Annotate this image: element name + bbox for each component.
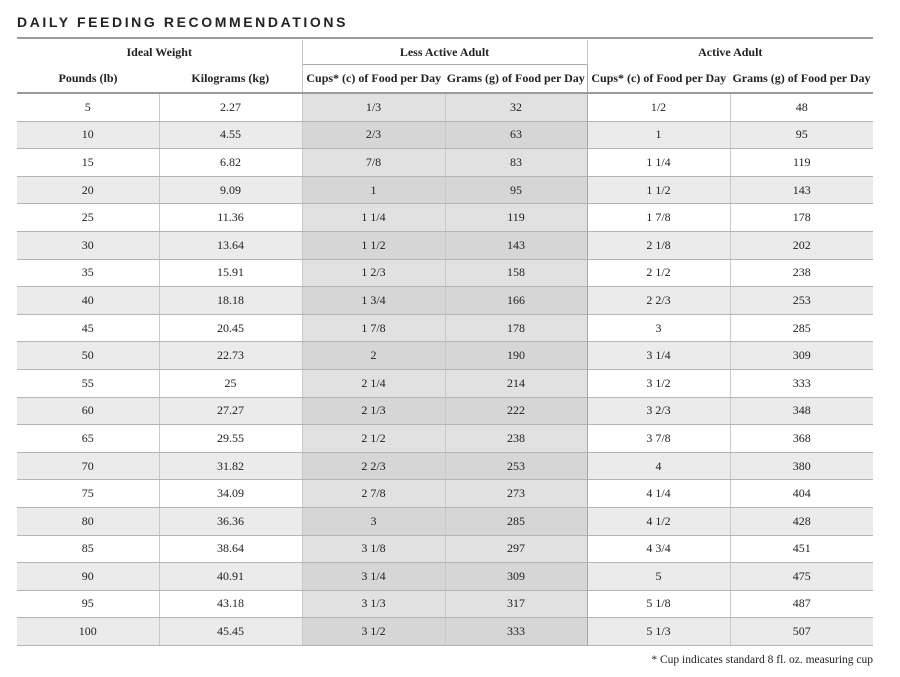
kilograms-cell: 27.27 [159,397,302,425]
active-grams-cell: 428 [730,507,873,535]
pounds-cell: 60 [17,397,159,425]
pounds-cell: 65 [17,425,159,453]
group-header-less-active: Less Active Adult [302,40,587,65]
pounds-cell: 55 [17,369,159,397]
less-active-cups-cell: 2 1/4 [302,369,445,397]
table-row [17,314,873,342]
column-header-pounds: Pounds (lb) [17,65,159,94]
less-active-grams-cell: 333 [445,618,587,646]
kilograms-cell: 6.82 [159,149,302,177]
active-grams-cell: 368 [730,425,873,453]
table-row [17,590,873,618]
less-active-cups-cell: 3 1/3 [302,590,445,618]
kilograms-cell: 20.45 [159,314,302,342]
table-row [17,618,873,646]
active-cups-cell: 5 1/8 [587,590,730,618]
active-grams-cell: 238 [730,259,873,287]
active-grams-cell: 178 [730,204,873,232]
title-divider [17,37,873,39]
less-active-cups-cell: 3 [302,507,445,535]
active-grams-cell: 253 [730,287,873,315]
kilograms-cell: 9.09 [159,176,302,204]
less-active-grams-cell: 285 [445,507,587,535]
less-active-grams-cell: 178 [445,314,587,342]
active-grams-cell: 333 [730,369,873,397]
less-active-cups-cell: 2 1/2 [302,425,445,453]
active-cups-cell: 1 1/4 [587,149,730,177]
active-cups-cell: 4 3/4 [587,535,730,563]
group-header-row [17,40,873,65]
pounds-cell: 85 [17,535,159,563]
kilograms-cell: 29.55 [159,425,302,453]
table-row [17,93,873,121]
less-active-cups-cell: 1 [302,176,445,204]
active-grams-cell: 48 [730,93,873,121]
less-active-cups-cell: 1 7/8 [302,314,445,342]
kilograms-cell: 45.45 [159,618,302,646]
active-cups-cell: 5 1/3 [587,618,730,646]
less-active-grams-cell: 119 [445,204,587,232]
table-row [17,231,873,259]
less-active-cups-cell: 3 1/4 [302,563,445,591]
active-grams-cell: 95 [730,121,873,149]
active-cups-cell: 2 1/2 [587,259,730,287]
pounds-cell: 100 [17,618,159,646]
pounds-cell: 30 [17,231,159,259]
table-row [17,535,873,563]
pounds-cell: 90 [17,563,159,591]
kilograms-cell: 18.18 [159,287,302,315]
less-active-grams-cell: 273 [445,480,587,508]
less-active-grams-cell: 222 [445,397,587,425]
table-row [17,425,873,453]
active-cups-cell: 4 1/2 [587,507,730,535]
less-active-cups-cell: 7/8 [302,149,445,177]
table-row [17,563,873,591]
less-active-cups-cell: 2/3 [302,121,445,149]
active-grams-cell: 309 [730,342,873,370]
less-active-cups-cell: 1 2/3 [302,259,445,287]
less-active-cups-cell: 2 7/8 [302,480,445,508]
table-row [17,507,873,535]
table-row [17,480,873,508]
less-active-grams-cell: 166 [445,287,587,315]
less-active-cups-cell: 2 [302,342,445,370]
active-grams-cell: 202 [730,231,873,259]
footnote: * Cup indicates standard 8 fl. oz. measuring cup [651,654,873,666]
less-active-grams-cell: 297 [445,535,587,563]
active-cups-cell: 3 1/2 [587,369,730,397]
kilograms-cell: 11.36 [159,204,302,232]
kilograms-cell: 31.82 [159,452,302,480]
active-grams-cell: 143 [730,176,873,204]
pounds-cell: 80 [17,507,159,535]
kilograms-cell: 13.64 [159,231,302,259]
table-row [17,369,873,397]
column-header-row [17,65,873,94]
pounds-cell: 95 [17,590,159,618]
kilograms-cell: 4.55 [159,121,302,149]
less-active-grams-cell: 32 [445,93,587,121]
table-row [17,121,873,149]
pounds-cell: 20 [17,176,159,204]
less-active-cups-cell: 2 2/3 [302,452,445,480]
column-header-kilograms: Kilograms (kg) [159,65,302,94]
less-active-grams-cell: 190 [445,342,587,370]
less-active-cups-cell: 1 3/4 [302,287,445,315]
active-cups-cell: 1 [587,121,730,149]
active-grams-cell: 119 [730,149,873,177]
column-header-less-active-cups: Cups* (c) of Food per Day [302,65,445,94]
active-cups-cell: 5 [587,563,730,591]
kilograms-cell: 22.73 [159,342,302,370]
pounds-cell: 45 [17,314,159,342]
pounds-cell: 40 [17,287,159,315]
active-cups-cell: 4 1/4 [587,480,730,508]
less-active-grams-cell: 63 [445,121,587,149]
kilograms-cell: 15.91 [159,259,302,287]
active-grams-cell: 404 [730,480,873,508]
pounds-cell: 25 [17,204,159,232]
less-active-cups-cell: 1/3 [302,93,445,121]
active-grams-cell: 285 [730,314,873,342]
table-row [17,342,873,370]
kilograms-cell: 43.18 [159,590,302,618]
less-active-grams-cell: 253 [445,452,587,480]
kilograms-cell: 40.91 [159,563,302,591]
active-cups-cell: 1/2 [587,93,730,121]
pounds-cell: 70 [17,452,159,480]
table-row [17,204,873,232]
group-header-active: Active Adult [698,44,763,59]
active-cups-cell: 2 1/8 [587,231,730,259]
active-grams-cell: 487 [730,590,873,618]
kilograms-cell: 38.64 [159,535,302,563]
less-active-grams-cell: 317 [445,590,587,618]
active-cups-cell: 2 2/3 [587,287,730,315]
kilograms-cell: 2.27 [159,93,302,121]
active-grams-cell: 507 [730,618,873,646]
group-header-ideal-weight: Ideal Weight [17,40,302,65]
active-cups-cell: 3 7/8 [587,425,730,453]
less-active-cups-cell: 1 1/4 [302,204,445,232]
pounds-cell: 35 [17,259,159,287]
pounds-cell: 50 [17,342,159,370]
active-cups-cell: 1 7/8 [587,204,730,232]
active-cups-cell: 3 1/4 [587,342,730,370]
table-row [17,149,873,177]
table-row [17,452,873,480]
less-active-cups-cell: 1 1/2 [302,231,445,259]
pounds-cell: 75 [17,480,159,508]
active-cups-cell: 1 1/2 [587,176,730,204]
table-row [17,287,873,315]
feeding-table [17,40,873,646]
less-active-grams-cell: 309 [445,563,587,591]
pounds-cell: 5 [17,93,159,121]
less-active-grams-cell: 158 [445,259,587,287]
less-active-grams-cell: 238 [445,425,587,453]
active-grams-cell: 475 [730,563,873,591]
less-active-grams-cell: 143 [445,231,587,259]
active-cups-cell: 3 2/3 [587,397,730,425]
less-active-grams-cell: 214 [445,369,587,397]
less-active-cups-cell: 3 1/2 [302,618,445,646]
active-cups-cell: 3 [587,314,730,342]
less-active-grams-cell: 83 [445,149,587,177]
column-header-less-active-grams: Grams (g) of Food per Day [445,65,587,94]
less-active-cups-cell: 3 1/8 [302,535,445,563]
page-title: DAILY FEEDING RECOMMENDATIONS [17,14,349,30]
table-row [17,397,873,425]
column-header-active-cups: Cups* (c) of Food per Day [587,65,730,94]
kilograms-cell: 34.09 [159,480,302,508]
table-row [17,259,873,287]
table-body [17,93,873,645]
kilograms-cell: 36.36 [159,507,302,535]
column-header-active-grams: Grams (g) of Food per Day [730,65,873,94]
table-row [17,176,873,204]
pounds-cell: 10 [17,121,159,149]
active-grams-cell: 380 [730,452,873,480]
pounds-cell: 15 [17,149,159,177]
active-grams-cell: 451 [730,535,873,563]
less-active-cups-cell: 2 1/3 [302,397,445,425]
kilograms-cell: 25 [159,369,302,397]
active-cups-cell: 4 [587,452,730,480]
less-active-grams-cell: 95 [445,176,587,204]
active-grams-cell: 348 [730,397,873,425]
